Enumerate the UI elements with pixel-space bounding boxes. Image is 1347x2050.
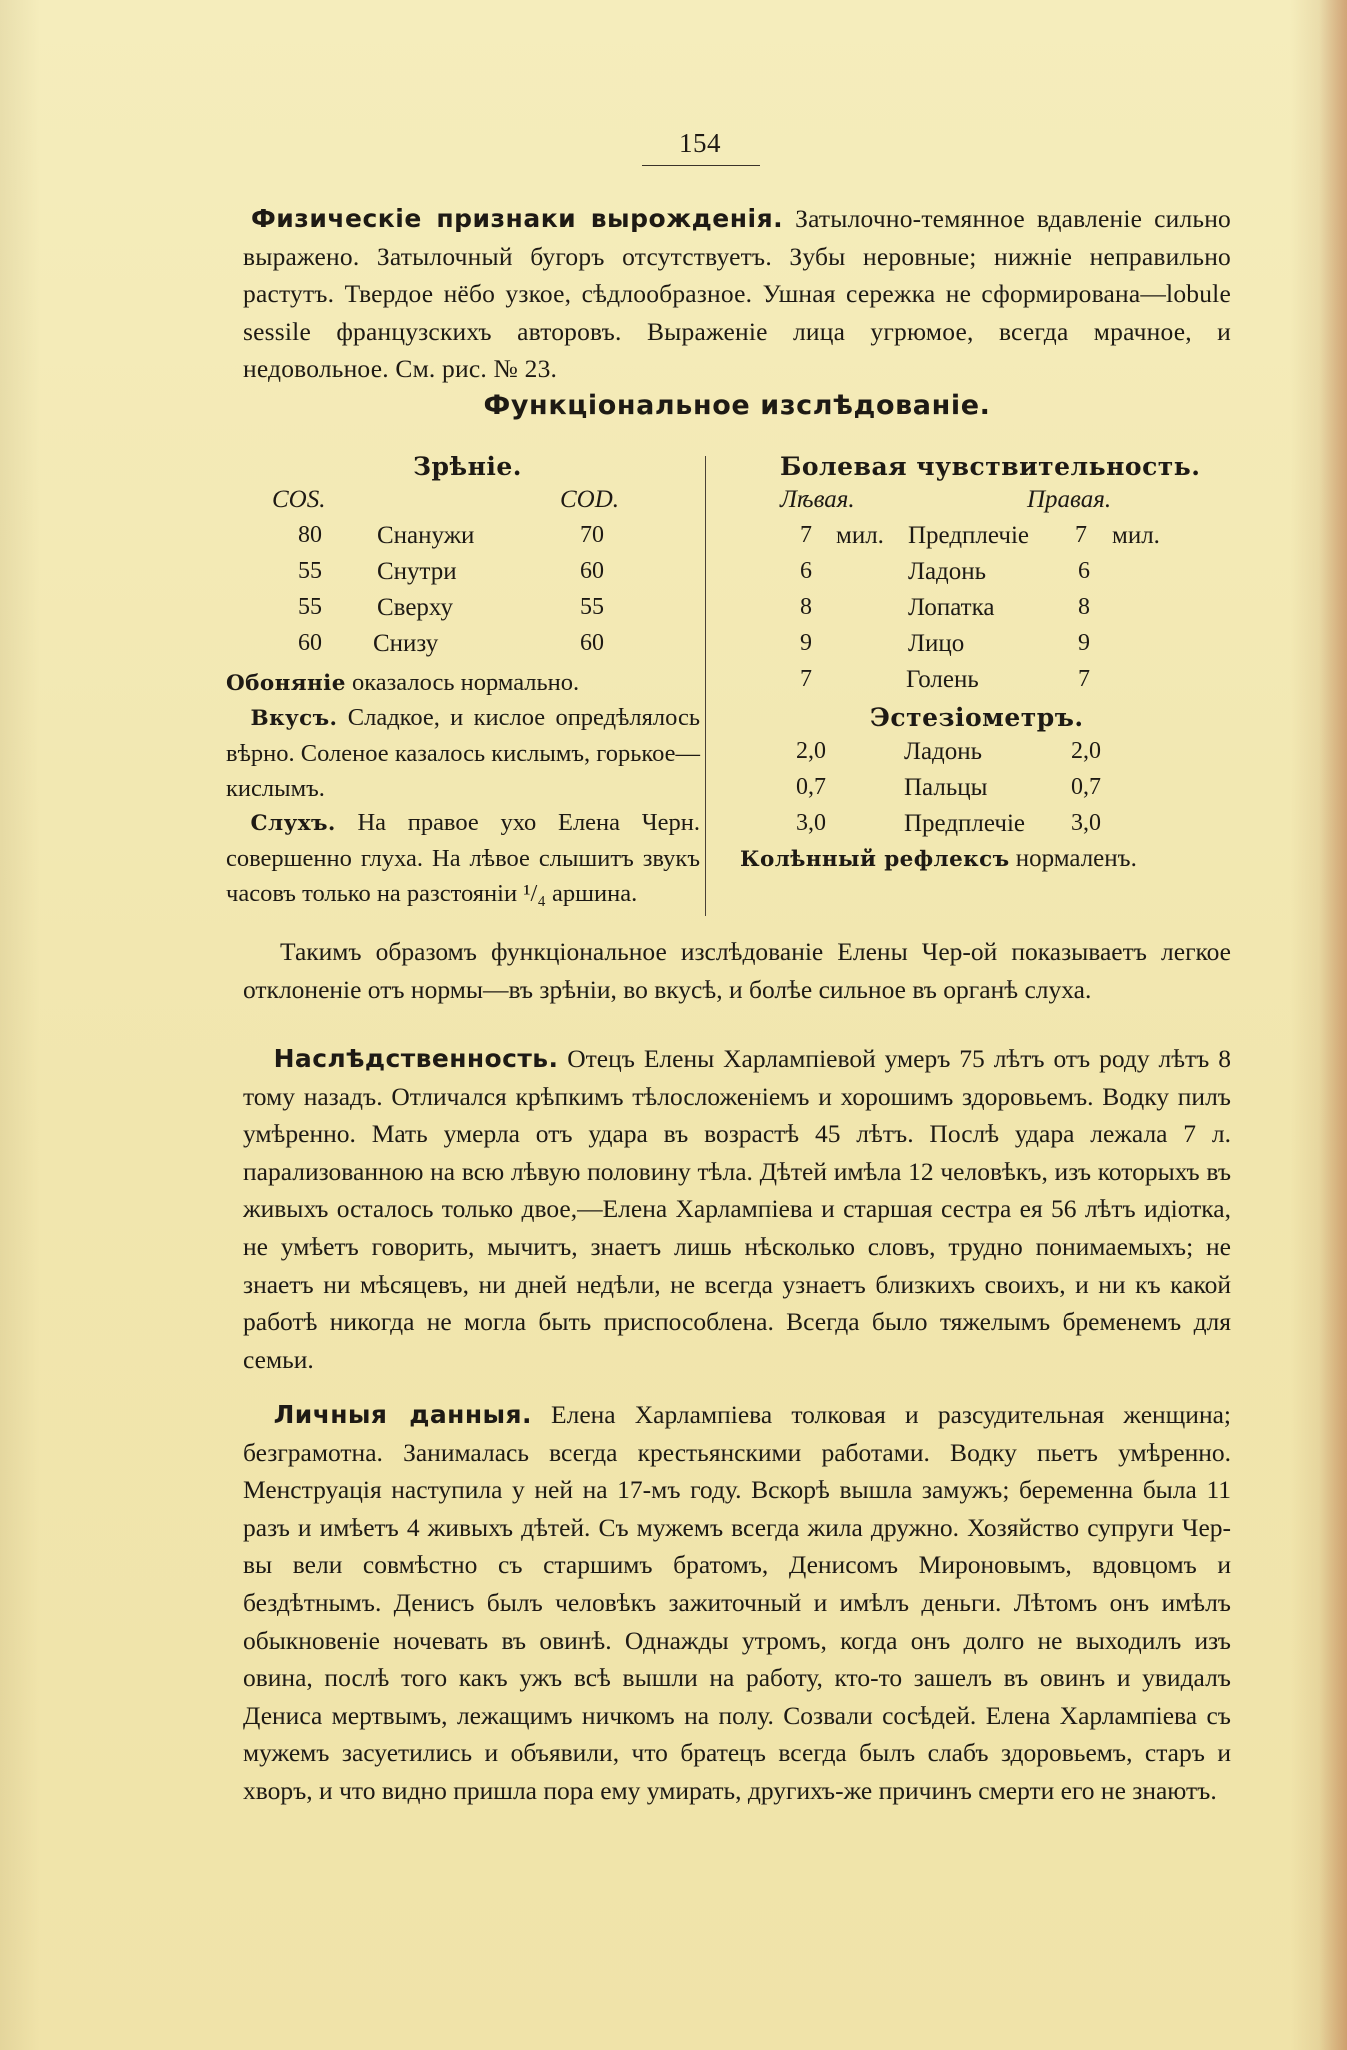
- pain-col-right: Правая.: [1027, 486, 1112, 513]
- paragraph-summary: Такимъ образомъ функціональное изслѣдованіе Елены Чер-ой показываетъ легкое отклоненіе отъ нормы—въ зрѣніи, во вкусѣ, и болѣе сильное въ органѣ слуха.: [243, 937, 1231, 1004]
- hearing-lead: Слухъ.: [250, 811, 336, 836]
- pain-right-value: 6: [1078, 558, 1090, 584]
- physical-signs-text: Затылочно-темянное вдавленіе сильно выражено. Затылочный бугоръ отсутствуетъ. Зубы неровные; нижніе неправильно растутъ. Твердое нёбо узкое, сѣдлообразное. Ушная сережка не сформирована—lobule sessile французскихъ авторовъ. Выраженіе лица угрюмое, всегда мрачное, и недовольное. См. рис. № 23.: [243, 204, 1231, 383]
- heading-personal: Личныя данныя.: [273, 1400, 532, 1429]
- pain-left-value: 8: [800, 594, 812, 620]
- knee-reflex-line: [740, 845, 1137, 873]
- personal-text: Елена Харлампіева толковая и разсудительная женщина; безграмотна. Занималась всегда крестьянскими работами. Водку пьетъ умѣренно. Менструація наступила у ней на 17-мъ году. Вскорѣ вышла замужъ; беременна была 11 разъ и имѣетъ 4 живыхъ дѣтей. Съ мужемъ всегда жила дружно. Хозяйство супруги Чер-вы вели совмѣстно съ старшимъ братомъ, Денисомъ Мироновымъ, вдовцомъ и бездѣтнымъ. Денисъ былъ человѣкъ зажиточный и имѣлъ деньги. Лѣтомъ онъ имѣлъ обыкновеніе ночевать въ овинѣ. Однажды утромъ, когда онъ долго не выходилъ изъ овина, послѣ того какъ ужъ всѣ вышли на работу, кто-то зашелъ въ овинъ и увидалъ Дениса мертвымъ, лежащимъ ничкомъ на полу. Созвали сосѣдей. Елена Харлампіева съ мужемъ засуетились и объявили, что братецъ всегда былъ слабъ здоровьемъ, старъ и хворъ, и что видно пришла пора ему умирать, другихъ-же причинъ смерти его не знаютъ.: [243, 1400, 1231, 1805]
- heredity-text: Отецъ Елены Харлампіевой умеръ 75 лѣтъ отъ роду лѣтъ 8 тому назадъ. Отличался крѣпкимъ тѣлосложеніемъ и хорошимъ здоровьемъ. Водку пилъ умѣренно. Мать умерла отъ удара въ возрастѣ 45 лѣтъ. Послѣ удара лежала 7 л. парализованною на всю лѣвую половину тѣла. Дѣтей имѣла 12 человѣкъ, изъ которыхъ въ живыхъ осталось только двое,—Елена Харлампіева и старшая сестра ея 56 лѣтъ идіотка, не умѣетъ говорить, мычитъ, знаетъ лишь нѣсколько словъ, трудно понимаемыхъ; не знаетъ ни мѣсяцевъ, ни дней недѣли, не всегда узнаетъ близкихъ своихъ, и ни къ какой работѣ никогда не могла быть приспособлена. Всегда было тяжелымъ бременемъ для семьи.: [243, 1044, 1232, 1374]
- pain-col-left: Лѣвая.: [780, 486, 855, 513]
- heading-physical-signs: Физическіе признаки вырожденія.: [251, 204, 784, 233]
- vision-title: Зрѣніе.: [413, 452, 522, 481]
- pain-left-value: 7: [800, 522, 812, 548]
- vision-cos-value: 55: [298, 558, 322, 584]
- pain-left-unit: мил.: [836, 522, 884, 549]
- aesth-body-part: Ладонь: [904, 738, 983, 765]
- pain-right-unit: мил.: [1112, 522, 1160, 549]
- aesth-left-value: 3,0: [796, 810, 826, 836]
- vision-direction: Сверху: [377, 594, 453, 621]
- vision-direction: Снанужи: [377, 522, 475, 549]
- paragraph-personal: [243, 1396, 1231, 1810]
- paragraph-smell: [226, 665, 700, 701]
- vision-cos-value: 55: [298, 594, 322, 620]
- aesth-left-value: 2,0: [796, 738, 826, 764]
- vision-col-right: COD.: [560, 486, 620, 513]
- paragraph-physical-signs: [243, 200, 1231, 388]
- vision-cod-value: 70: [580, 522, 604, 548]
- vision-col-left: COS.: [272, 486, 326, 513]
- aesth-body-part: Пальцы: [904, 774, 988, 801]
- page-number: 154: [679, 128, 721, 158]
- taste-text: Сладкое, и кислое опредѣлялось вѣрно. Соленое казалось кислымъ, горькое—кислымъ.: [226, 704, 700, 802]
- pain-body-part: Голень: [906, 666, 979, 693]
- pain-body-part: Лопатка: [908, 594, 995, 621]
- aesth-right-value: 2,0: [1071, 738, 1101, 764]
- aesth-left-value: 0,7: [796, 774, 826, 800]
- pain-right-value: 8: [1078, 594, 1090, 620]
- vision-cod-value: 60: [580, 630, 604, 656]
- pain-left-value: 6: [800, 558, 812, 584]
- pain-right-value: 7: [1078, 666, 1090, 692]
- vision-cod-value: 60: [580, 558, 604, 584]
- aesth-body-part: Предплечіе: [904, 810, 1025, 837]
- pain-left-value: 9: [800, 630, 812, 656]
- page-edge-shadow: [1319, 0, 1347, 2050]
- pain-body-part: Лицо: [908, 630, 965, 657]
- pain-left-value: 7: [800, 666, 812, 692]
- page-number-rule: [642, 165, 760, 166]
- pain-right-value: 7: [1075, 522, 1087, 548]
- vision-cod-value: 55: [580, 594, 604, 620]
- pain-body-part: Предплечіе: [908, 522, 1029, 549]
- vision-direction: Снутри: [377, 558, 457, 585]
- vision-cos-value: 60: [298, 630, 322, 656]
- smell-lead: Обоняніе: [226, 671, 346, 696]
- vision-direction: Снизу: [373, 630, 439, 657]
- knee-text: нормаленъ.: [1015, 845, 1137, 872]
- hearing-text: На правое ухо Елена Черн. совершенно глуха. На лѣвое слышитъ звукъ часовъ только на разстояніи ¹/₄ аршина.: [226, 809, 701, 907]
- vision-cos-value: 80: [298, 522, 322, 548]
- heading-heredity: Наслѣдственность.: [273, 1044, 559, 1073]
- aesth-right-value: 3,0: [1071, 810, 1101, 836]
- section-title-functional: Функціональное изслѣдованіе.: [483, 390, 991, 421]
- aesth-right-value: 0,7: [1071, 774, 1101, 800]
- paragraph-taste: [226, 700, 700, 806]
- paragraph-heredity: [243, 1040, 1231, 1378]
- pain-right-value: 9: [1078, 630, 1090, 656]
- paragraph-hearing: [226, 805, 700, 911]
- column-divider: [705, 456, 706, 916]
- pain-body-part: Ладонь: [908, 558, 987, 585]
- smell-text: оказалось нормально.: [351, 669, 580, 696]
- aesthesiometer-title: Эстезіометръ.: [870, 703, 1084, 732]
- taste-lead: Вкусъ.: [250, 706, 338, 731]
- pain-title: Болевая чувствительность.: [780, 452, 1201, 481]
- knee-lead: Колѣнный рефлексъ: [740, 847, 1010, 872]
